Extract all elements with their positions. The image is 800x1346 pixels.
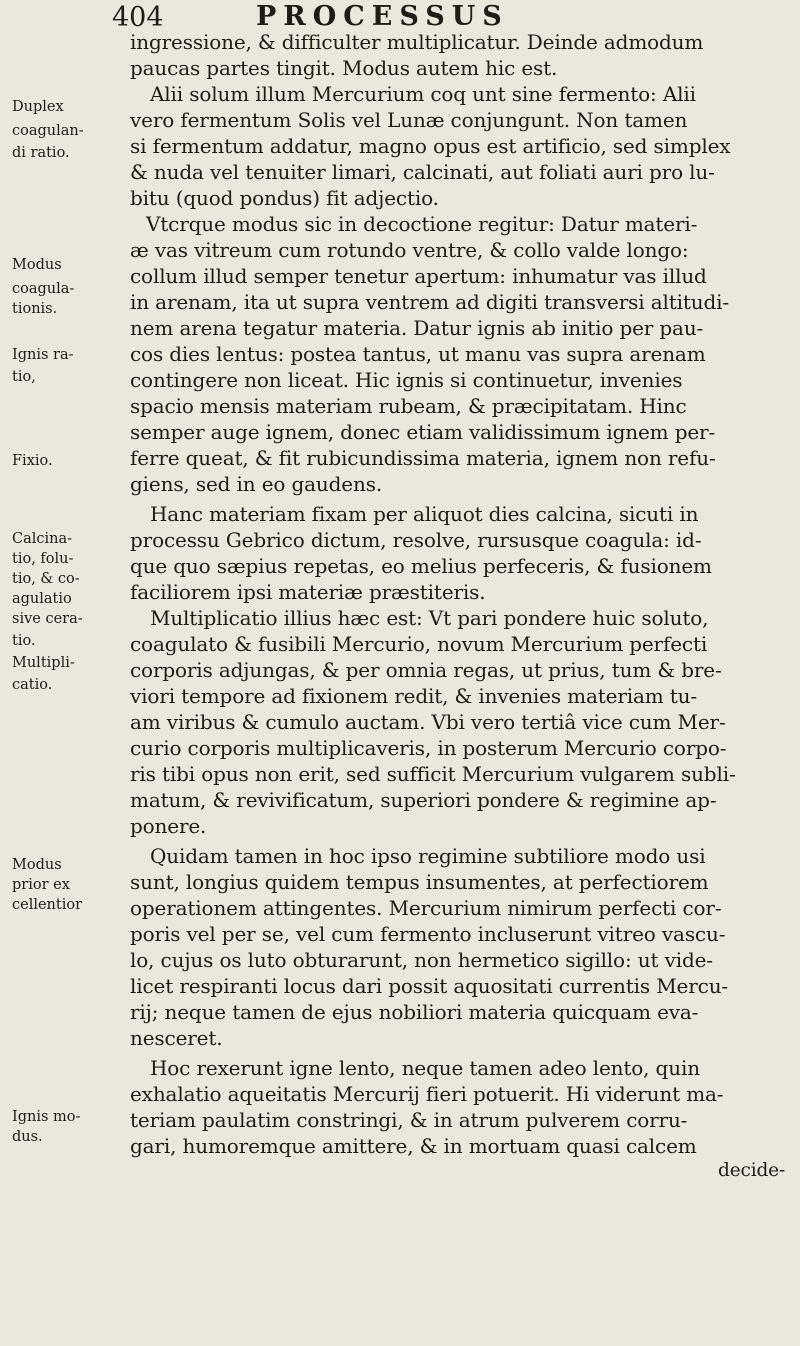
margin-note: Modus: [12, 857, 62, 873]
text-line: matum, & revivificatum, superiori pondere & regimine ap-: [130, 788, 717, 812]
page-number: 404: [112, 2, 164, 33]
margin-note: coagula-: [12, 281, 75, 297]
text-line: operationem attingentes. Mercurium nimirum perfecti cor-: [130, 896, 722, 920]
text-line: coagulato & fusibili Mercurio, novum Mercurium perfecti: [130, 632, 708, 656]
text-line: processu Gebrico dictum, resolve, rursusque coagula: id-: [130, 528, 702, 552]
margin-note: dus.: [12, 1129, 43, 1145]
text-line: in arenam, ita ut supra ventrem ad digiti transversi altitudi-: [130, 290, 729, 314]
text-line: que quo sæpius repetas, eo melius perfeceris, & fusionem: [130, 554, 712, 578]
margin-note: Calcina-: [12, 531, 73, 547]
text-line: Hanc materiam fixam per aliquot dies calcina, sicuti in: [150, 502, 699, 526]
text-line: Multiplicatio illius hæc est: Vt pari pondere huic soluto,: [150, 606, 709, 630]
margin-note: Fixio.: [12, 453, 53, 469]
text-line: poris vel per se, vel cum fermento incluserunt vitreo vascu-: [130, 922, 726, 946]
margin-note: cellentior: [12, 897, 83, 913]
text-line: semper auge ignem, donec etiam validissimum ignem per-: [130, 420, 716, 444]
text-line: Quidam tamen in hoc ipso regimine subtiliore modo usi: [150, 844, 706, 868]
text-line: sunt, longius quidem tempus insumentes, at perfectiorem: [130, 870, 709, 894]
text-line: ris tibi opus non erit, sed sufficit Mercurium vulgarem subli-: [130, 762, 736, 786]
text-line: collum illud semper tenetur apertum: inhumatur vas illud: [130, 264, 707, 288]
text-line: vero fermentum Solis vel Lunæ conjungunt. Non tamen: [130, 108, 688, 132]
text-line: contingere non liceat. Hic ignis si continuetur, invenies: [130, 368, 683, 392]
text-line: ferre queat, & fit rubicundissima materia, ignem non refu-: [130, 446, 716, 470]
margin-note: tio,: [12, 369, 36, 385]
text-line: & nuda vel tenuiter limari, calcinati, aut foliati auri pro lu-: [130, 160, 715, 184]
text-line: exhalatio aqueitatis Mercurij fieri potuerit. Hi viderunt ma-: [130, 1082, 724, 1106]
margin-note: Ignis ra-: [12, 347, 74, 363]
margin-note: Ignis mo-: [12, 1109, 81, 1125]
margin-note: tio, folu-: [12, 551, 74, 567]
margin-note: Duplex: [12, 99, 64, 115]
margin-note: catio.: [12, 677, 53, 693]
margin-note: coagulan-: [12, 123, 84, 139]
text-line: si fermentum addatur, magno opus est artificio, sed simplex: [130, 134, 731, 158]
running-head: PROCESSUS: [256, 1, 509, 32]
margin-note: Modus: [12, 257, 62, 273]
text-line: nesceret.: [130, 1026, 223, 1050]
text-line: spacio mensis materiam rubeam, & præcipitatam. Hinc: [130, 394, 687, 418]
margin-note: tio, & co-: [12, 571, 80, 587]
text-line: cos dies lentus: postea tantus, ut manu vas supra arenam: [130, 342, 706, 366]
margin-note: sive cera-: [12, 611, 83, 627]
margin-note: agulatio: [12, 591, 72, 607]
text-line: decide-: [718, 1160, 786, 1181]
text-line: curio corporis multiplicaveris, in posterum Mercurio corpo-: [130, 736, 727, 760]
text-line: corporis adjungas, & per omnia regas, ut prius, tum & bre-: [130, 658, 722, 682]
text-line: viori tempore ad fixionem redit, & invenies materiam tu-: [130, 684, 698, 708]
margin-note: di ratio.: [12, 145, 70, 161]
text-line: rij; neque tamen de ejus nobiliori materia quicquam eva-: [130, 1000, 699, 1024]
text-line: æ vas vitreum cum rotundo ventre, & collo valde longo:: [130, 238, 689, 262]
text-line: lo, cujus os luto obturarunt, non hermetico sigillo: ut vide-: [130, 948, 713, 972]
margin-note: prior ex: [12, 877, 70, 893]
text-line: teriam paulatim constringi, & in atrum pulverem corru-: [130, 1108, 688, 1132]
text-line: Vtcrque modus sic in decoctione regitur: Datur materi-: [146, 212, 698, 236]
text-line: gari, humoremque amittere, & in mortuam quasi calcem: [130, 1134, 697, 1158]
text-line: nem arena tegatur materia. Datur ignis ab initio per pau-: [130, 316, 704, 340]
text-line: bitu (quod pondus) fit adjectio.: [130, 186, 439, 210]
text-line: Alii solum illum Mercurium coq unt sine fermento: Alii: [150, 82, 696, 106]
text-line: giens, sed in eo gaudens.: [130, 472, 383, 496]
margin-note: Multipli-: [12, 655, 75, 671]
margin-note: tionis.: [12, 301, 58, 317]
margin-note: tio.: [12, 633, 36, 649]
text-line: am viribus & cumulo auctam. Vbi vero tertiâ vice cum Mer-: [130, 710, 726, 734]
text-line: licet respiranti locus dari possit aquositati currentis Mercu-: [130, 974, 729, 998]
text-line: Hoc rexerunt igne lento, neque tamen adeo lento, quin: [150, 1056, 700, 1080]
text-line: ponere.: [130, 814, 207, 838]
text-line: ingressione, & difficulter multiplicatur. Deinde admodum: [130, 30, 704, 54]
text-line: faciliorem ipsi materiæ præstiteris.: [130, 580, 486, 604]
text-line: paucas partes tingit. Modus autem hic est.: [130, 56, 558, 80]
